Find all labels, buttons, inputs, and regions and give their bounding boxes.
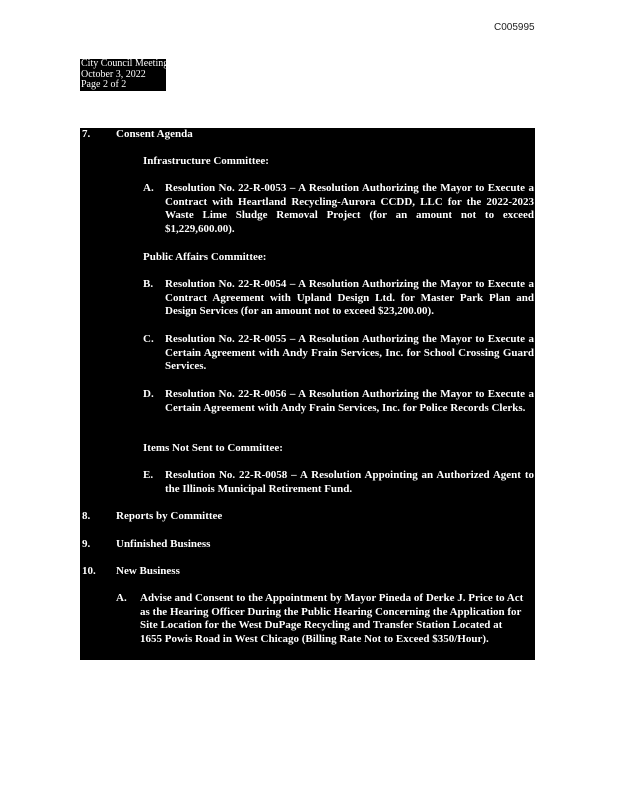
- section-8-number: 8.: [82, 510, 91, 522]
- item-e-letter: E.: [143, 469, 154, 481]
- meeting-header-block: [80, 58, 169, 91]
- section-10-title: New Business: [116, 565, 180, 577]
- agenda-body: [80, 128, 535, 660]
- item-a-text: Resolution No. 22-R-0053 – A Resolution Authorizing the Mayor to Execute a Contract with Heartland Recycling-Aurora CCDD, LLC for the 2022-2023 Waste Lime Sludge Removal Project (for an amount not to exceed $1,229,600.00).: [165, 182, 534, 235]
- new-business-item-a-letter: A.: [116, 592, 127, 604]
- item-b-letter: B.: [143, 278, 154, 290]
- document-id: C005995: [494, 22, 535, 33]
- section-7-number: 7.: [82, 128, 91, 140]
- item-c-letter: C.: [143, 333, 154, 345]
- item-e-text: Resolution No. 22-R-0058 – A Resolution Appointing an Authorized Agent to the Illinois Municipal Retirement Fund.: [165, 469, 534, 495]
- header-meeting-name: City Council Meeting: [81, 58, 169, 69]
- items-not-sent-heading: Items Not Sent to Committee:: [143, 442, 283, 454]
- section-9-title: Unfinished Business: [116, 538, 211, 550]
- item-a-letter: A.: [143, 182, 154, 194]
- public-affairs-committee-heading: Public Affairs Committee:: [143, 251, 267, 263]
- section-8-title: Reports by Committee: [116, 510, 223, 522]
- header-page-number: Page 2 of 2: [81, 79, 127, 91]
- section-9-number: 9.: [82, 538, 91, 550]
- item-b-text: Resolution No. 22-R-0054 – A Resolution Authorizing the Mayor to Execute a Contract Agreement with Upland Design Ltd. for Master Park Plan and Design Services (for an amount not to exceed $23,200.00).: [165, 278, 534, 318]
- item-d-letter: D.: [143, 388, 154, 400]
- item-c-text: Resolution No. 22-R-0055 – A Resolution Authorizing the Mayor to Execute a Certain Agreement with Andy Frain Services, Inc. for School Crossing Guard Services.: [165, 333, 534, 373]
- new-business-item-a-text: Advise and Consent to the Appointment by Mayor Pineda of Derke J. Price to Act as the Hearing Officer During the Public Hearing Concerning the Application for Site Location for the West DuPage Recycling and Transfer Station Located at 1655 Powis Road in West Chicago (Billing Rate Not to Exceed $350/Hour).: [140, 592, 524, 645]
- infrastructure-committee-heading: Infrastructure Committee:: [143, 155, 269, 167]
- section-7-title: Consent Agenda: [116, 128, 193, 140]
- item-d-text: Resolution No. 22-R-0056 – A Resolution Authorizing the Mayor to Execute a Certain Agreement with Andy Frain Services, Inc. for Police Records Clerks.: [165, 388, 534, 414]
- section-10-number: 10.: [82, 565, 96, 577]
- header-meeting-date: October 3, 2022: [81, 68, 146, 80]
